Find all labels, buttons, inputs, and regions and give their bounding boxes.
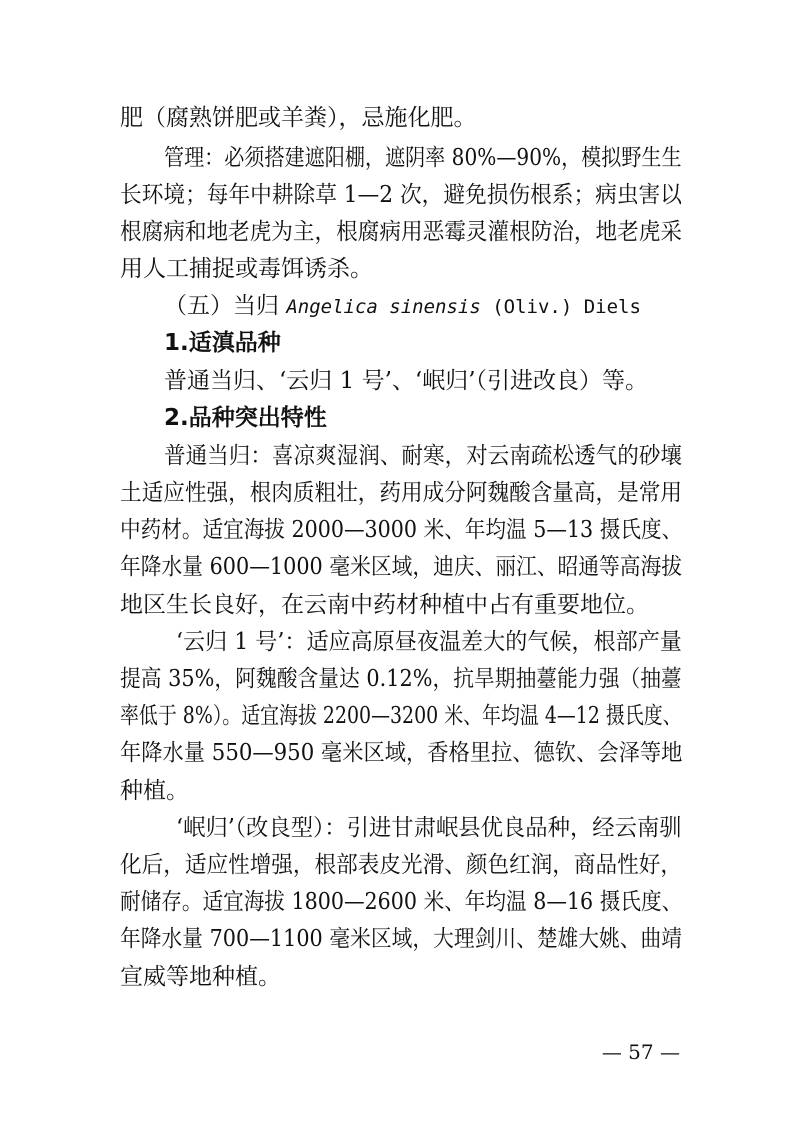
page-number: — 57 — — [601, 1040, 680, 1064]
text-line: 中药材。适宜海拔 2000—3000 米、年均温 5—13 摄氏度、 — [120, 517, 683, 543]
text-line: 普通当归：喜凉爽湿润、耐寒，对云南疏松透气的砂壤 — [164, 443, 682, 469]
subheading-traits: 2.品种突出特性 — [164, 405, 327, 431]
text-line: 宣威等地种植。 — [120, 964, 281, 990]
text-line: 年降水量 700—1100 毫米区域，大理剑川、楚雄大姚、曲靖 — [120, 926, 683, 952]
latin-name: Angelica sinensis — [286, 296, 481, 318]
text-line: 用人工捕捉或毒饵诱杀。 — [120, 256, 373, 282]
text-line: 土适应性强，根肉质粗壮，药用成分阿魏酸含量高，是常用 — [120, 480, 682, 506]
text-line: 耐储存。适宜海拔 1800—2600 米、年均温 8—16 摄氏度、 — [120, 889, 683, 915]
text-line: 提高 35%，阿魏酸含量达 0.12%，抗旱期抽薹能力强（抽薹 — [120, 666, 682, 692]
text-line: 长环境；每年中耕除草 1—2 次，避免损伤根系；病虫害以 — [120, 182, 682, 208]
text-line: 根腐病和地老虎为主，根腐病用恶霉灵灌根防治，地老虎采 — [120, 219, 682, 245]
text-line: ‘岷归’（改良型）：引进甘肃岷县优良品种，经云南驯 — [176, 815, 682, 841]
text-line: 种植。 — [120, 778, 189, 804]
latin-authority: (Oliv.) Diels — [480, 296, 641, 318]
text-line: ‘云归 1 号’：适应高原昼夜温差大的气候，根部产量 — [176, 629, 682, 655]
subheading-varieties: 1.适滇品种 — [164, 330, 281, 356]
text-line: 肥（腐熟饼肥或羊粪），忌施化肥。 — [120, 105, 477, 131]
text-line: 地区生长良好，在云南中药材种植中占有重要地位。 — [120, 592, 649, 618]
text-line: 年降水量 600—1000 毫米区域，迪庆、丽江、昭通等高海拔 — [120, 554, 683, 580]
text-line: 年降水量 550—950 毫米区域，香格里拉、德钦、会泽等地 — [120, 740, 683, 766]
text-line: 普通当归、‘云归 1 号’、‘岷归’（引进改良）等。 — [164, 368, 648, 394]
text-line: 率低于 8%）。适宜海拔 2200—3200 米、年均温 4—12 摄氏度、 — [120, 703, 682, 729]
section-heading-prefix: （五）当归 — [164, 293, 287, 319]
text-line: 管理：必须搭建遮阳棚，遮阴率 80%—90%，模拟野生生 — [164, 145, 682, 171]
text-line: 化后，适应性增强，根部表皮光滑、颜色红润，商品性好， — [120, 852, 682, 878]
section-heading-angelica — [164, 291, 641, 321]
